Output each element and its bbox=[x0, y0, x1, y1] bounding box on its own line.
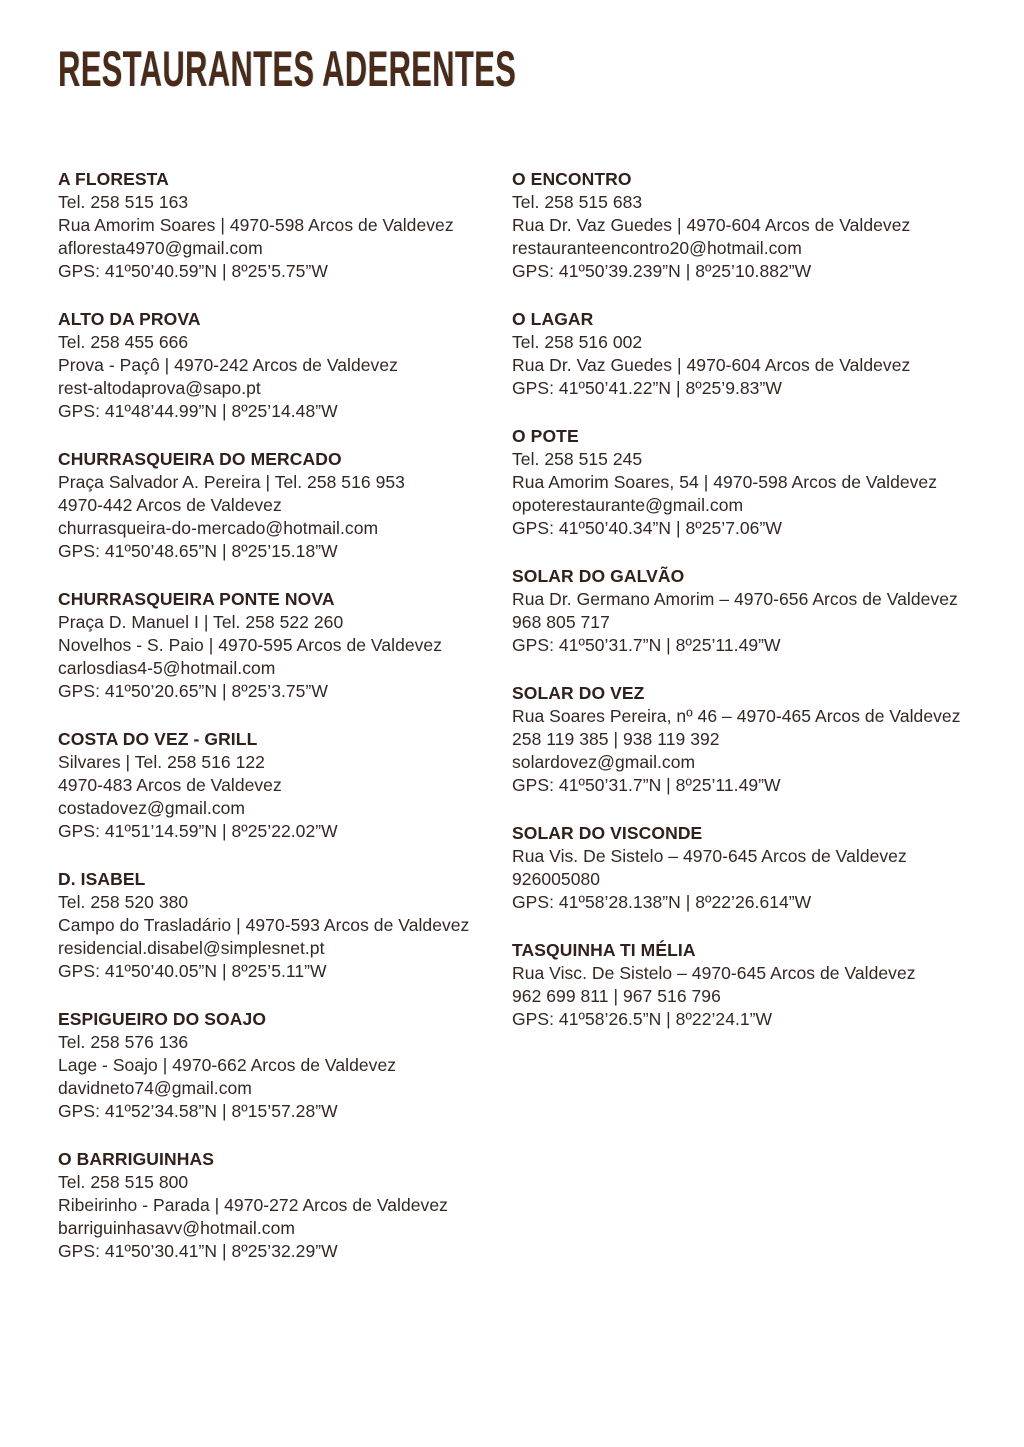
restaurant-detail-line: Rua Dr. Vaz Guedes | 4970-604 Arcos de Valdevez bbox=[512, 355, 911, 375]
restaurant-detail-line: residencial.disabel@simplesnet.pt bbox=[58, 938, 325, 958]
restaurant-detail-line: Rua Dr. Vaz Guedes | 4970-604 Arcos de Valdevez bbox=[512, 215, 911, 235]
restaurant-name: ALTO DA PROVA bbox=[58, 309, 201, 329]
restaurant-entry bbox=[58, 728, 510, 843]
restaurant-detail-line: GPS: 41º50’31.7”N | 8º25’11.49”W bbox=[512, 775, 781, 795]
restaurant-entry bbox=[58, 308, 510, 423]
restaurant-detail-line: Rua Soares Pereira, nº 46 – 4970-465 Arcos de Valdevez bbox=[512, 706, 961, 726]
restaurant-detail-line: Rua Visc. De Sistelo – 4970-645 Arcos de Valdevez bbox=[512, 963, 916, 983]
restaurant-detail-line: Tel. 258 576 136 bbox=[58, 1032, 189, 1052]
restaurant-entry bbox=[512, 425, 984, 540]
restaurant-name: CHURRASQUEIRA DO MERCADO bbox=[58, 449, 342, 469]
restaurant-detail-line: Tel. 258 520 380 bbox=[58, 892, 189, 912]
restaurant-detail-line: Ribeirinho - Parada | 4970-272 Arcos de Valdevez bbox=[58, 1195, 448, 1215]
restaurant-detail-line: GPS: 41º50’39.239”N | 8º25’10.882”W bbox=[512, 261, 812, 281]
restaurant-name: D. ISABEL bbox=[58, 869, 146, 889]
restaurant-detail-line: GPS: 41º50’41.22”N | 8º25’9.83”W bbox=[512, 378, 782, 398]
restaurant-detail-line: solardovez@gmail.com bbox=[512, 752, 696, 772]
restaurant-detail-line: GPS: 41º48’44.99”N | 8º25’14.48”W bbox=[58, 401, 338, 421]
restaurant-entry bbox=[58, 868, 510, 983]
restaurant-name: SOLAR DO VEZ bbox=[512, 683, 645, 703]
restaurant-detail-line: Tel. 258 516 002 bbox=[512, 332, 643, 352]
restaurant-detail-line: GPS: 41º51’14.59”N | 8º25’22.02”W bbox=[58, 821, 338, 841]
restaurant-name: SOLAR DO VISCONDE bbox=[512, 823, 703, 843]
restaurant-detail-line: Praça Salvador A. Pereira | Tel. 258 516 953 bbox=[58, 472, 405, 492]
restaurant-detail-line: GPS: 41º58’26.5”N | 8º22’24.1”W bbox=[512, 1009, 773, 1029]
restaurant-entry bbox=[58, 448, 510, 563]
restaurant-detail-line: churrasqueira-do-mercado@hotmail.com bbox=[58, 518, 379, 538]
restaurant-detail-line: Tel. 258 515 683 bbox=[512, 192, 643, 212]
restaurant-entry bbox=[58, 588, 510, 703]
restaurant-entry bbox=[512, 939, 984, 1031]
restaurant-name: O LAGAR bbox=[512, 309, 594, 329]
listing-column-left bbox=[58, 168, 510, 1263]
page-title: RESTAURANTES ADERENTES bbox=[58, 41, 517, 97]
restaurant-detail-line: 968 805 717 bbox=[512, 612, 610, 632]
restaurant-detail-line: costadovez@gmail.com bbox=[58, 798, 246, 818]
restaurant-detail-line: opoterestaurante@gmail.com bbox=[512, 495, 744, 515]
restaurant-name: O ENCONTRO bbox=[512, 169, 632, 189]
restaurant-detail-line: Rua Amorim Soares, 54 | 4970-598 Arcos de Valdevez bbox=[512, 472, 938, 492]
restaurant-detail-line: Tel. 258 515 163 bbox=[58, 192, 189, 212]
restaurant-entry bbox=[58, 1008, 510, 1123]
restaurant-detail-line: Campo do Trasladário | 4970-593 Arcos de Valdevez bbox=[58, 915, 470, 935]
restaurant-entry bbox=[512, 682, 984, 797]
restaurant-detail-line: restauranteencontro20@hotmail.com bbox=[512, 238, 802, 258]
restaurant-detail-line: 4970-483 Arcos de Valdevez bbox=[58, 775, 282, 795]
restaurant-detail-line: GPS: 41º50’30.41”N | 8º25’32.29”W bbox=[58, 1241, 338, 1261]
restaurant-entry bbox=[58, 1148, 510, 1263]
restaurant-name: COSTA DO VEZ - GRILL bbox=[58, 729, 258, 749]
restaurant-detail-line: GPS: 41º52’34.58”N | 8º15’57.28”W bbox=[58, 1101, 338, 1121]
restaurant-detail-line: 962 699 811 | 967 516 796 bbox=[512, 986, 721, 1006]
restaurant-entry bbox=[512, 168, 984, 283]
restaurant-detail-line: Silvares | Tel. 258 516 122 bbox=[58, 752, 265, 772]
restaurant-detail-line: GPS: 41º50’31.7”N | 8º25’11.49”W bbox=[512, 635, 781, 655]
restaurant-detail-line: barriguinhasavv@hotmail.com bbox=[58, 1218, 295, 1238]
restaurant-name: O POTE bbox=[512, 426, 579, 446]
restaurant-detail-line: rest-altodaprova@sapo.pt bbox=[58, 378, 261, 398]
listing-column-right bbox=[512, 168, 984, 1031]
restaurant-entry bbox=[512, 822, 984, 914]
restaurant-name: ESPIGUEIRO DO SOAJO bbox=[58, 1009, 267, 1029]
restaurant-detail-line: afloresta4970@gmail.com bbox=[58, 238, 263, 258]
restaurant-detail-line: GPS: 41º50’20.65”N | 8º25’3.75”W bbox=[58, 681, 328, 701]
restaurant-detail-line: davidneto74@gmail.com bbox=[58, 1078, 252, 1098]
restaurant-detail-line: GPS: 41º58’28.138”N | 8º22’26.614”W bbox=[512, 892, 812, 912]
restaurant-detail-line: Rua Vis. De Sistelo – 4970-645 Arcos de Valdevez bbox=[512, 846, 907, 866]
restaurant-detail-line: 4970-442 Arcos de Valdevez bbox=[58, 495, 282, 515]
restaurant-detail-line: Lage - Soajo | 4970-662 Arcos de Valdevez bbox=[58, 1055, 397, 1075]
restaurant-name: CHURRASQUEIRA PONTE NOVA bbox=[58, 589, 335, 609]
restaurant-detail-line: GPS: 41º50’40.59”N | 8º25’5.75”W bbox=[58, 261, 328, 281]
restaurant-name: TASQUINHA TI MÉLIA bbox=[512, 940, 696, 960]
restaurant-detail-line: carlosdias4-5@hotmail.com bbox=[58, 658, 276, 678]
restaurant-name: A FLORESTA bbox=[58, 169, 169, 189]
restaurant-entry bbox=[512, 565, 984, 657]
restaurant-entry bbox=[512, 308, 984, 400]
restaurant-detail-line: 926005080 bbox=[512, 869, 601, 889]
restaurant-detail-line: GPS: 41º50’48.65”N | 8º25’15.18”W bbox=[58, 541, 338, 561]
restaurant-detail-line: GPS: 41º50’40.34”N | 8º25’7.06”W bbox=[512, 518, 782, 538]
restaurant-detail-line: Tel. 258 515 800 bbox=[58, 1172, 189, 1192]
restaurant-entry bbox=[58, 168, 510, 283]
restaurant-detail-line: Tel. 258 455 666 bbox=[58, 332, 189, 352]
restaurant-detail-line: Rua Amorim Soares | 4970-598 Arcos de Valdevez bbox=[58, 215, 454, 235]
restaurant-detail-line: Rua Dr. Germano Amorim – 4970-656 Arcos de Valdevez bbox=[512, 589, 958, 609]
restaurant-detail-line: Prova - Paçô | 4970-242 Arcos de Valdevez bbox=[58, 355, 398, 375]
restaurant-name: O BARRIGUINHAS bbox=[58, 1149, 214, 1169]
restaurant-detail-line: Praça D. Manuel I | Tel. 258 522 260 bbox=[58, 612, 344, 632]
restaurant-name: SOLAR DO GALVÃO bbox=[512, 566, 685, 586]
restaurant-detail-line: Tel. 258 515 245 bbox=[512, 449, 643, 469]
restaurant-detail-line: GPS: 41º50’40.05”N | 8º25’5.11”W bbox=[58, 961, 327, 981]
restaurant-detail-line: 258 119 385 | 938 119 392 bbox=[512, 729, 720, 749]
restaurant-detail-line: Novelhos - S. Paio | 4970-595 Arcos de Valdevez bbox=[58, 635, 443, 655]
